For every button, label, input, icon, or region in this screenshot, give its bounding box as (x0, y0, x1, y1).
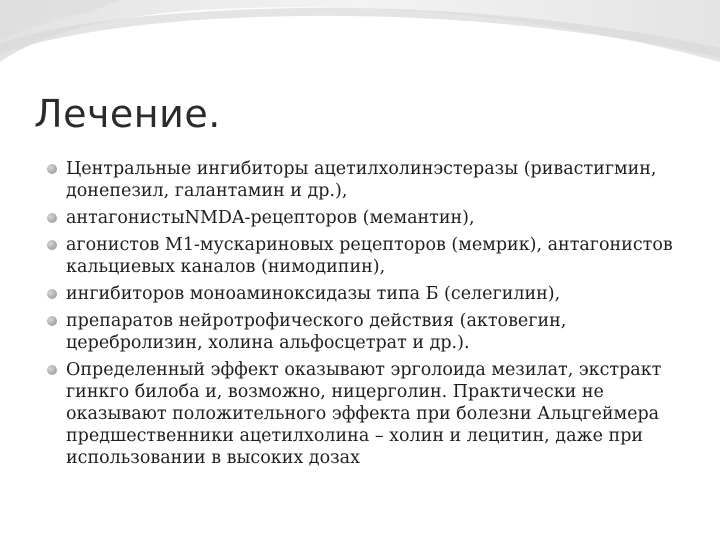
bullet-text: антагонистыNMDA-рецепторов (мемантин), (66, 208, 475, 228)
bullet-icon (47, 316, 57, 326)
bullet-icon (47, 213, 57, 223)
list-item (44, 310, 684, 354)
bullet-icon (47, 164, 57, 174)
list-item (44, 207, 684, 229)
bullet-icon (47, 365, 57, 375)
list-item (44, 158, 684, 202)
list-item (44, 359, 684, 469)
bullet-icon (47, 289, 57, 299)
slide-title: Лечение. (34, 92, 221, 136)
bullet-text: Центральные ингибиторы ацетилхолинэстеразы (ривастигмин, донепезил, галантамин и др.), (66, 159, 657, 201)
bullet-text: Определенный эффект оказывают эрголоида мезилат, экстракт гинкго билоба и, возможно, ницерголин. Практически не оказывают положительного эффекта при болезни Альцгеймера предшественники ацетилхолина – холин и лецитин, даже при использовании в высоких дозах (66, 360, 662, 468)
bullet-text: препаратов нейротрофического действия (актовегин, церебролизин, холина альфосцетрат и др.). (66, 311, 567, 353)
list-item (44, 234, 684, 278)
bullet-text: агонистов М1-мускариновых рецепторов (мемрик), антагонистов кальциевых каналов (нимодипин), (66, 235, 673, 277)
list-item (44, 283, 684, 305)
bullet-text: ингибиторов моноаминоксидазы типа Б (селегилин), (66, 284, 561, 304)
bullet-icon (47, 240, 57, 250)
bullet-list (44, 158, 684, 474)
